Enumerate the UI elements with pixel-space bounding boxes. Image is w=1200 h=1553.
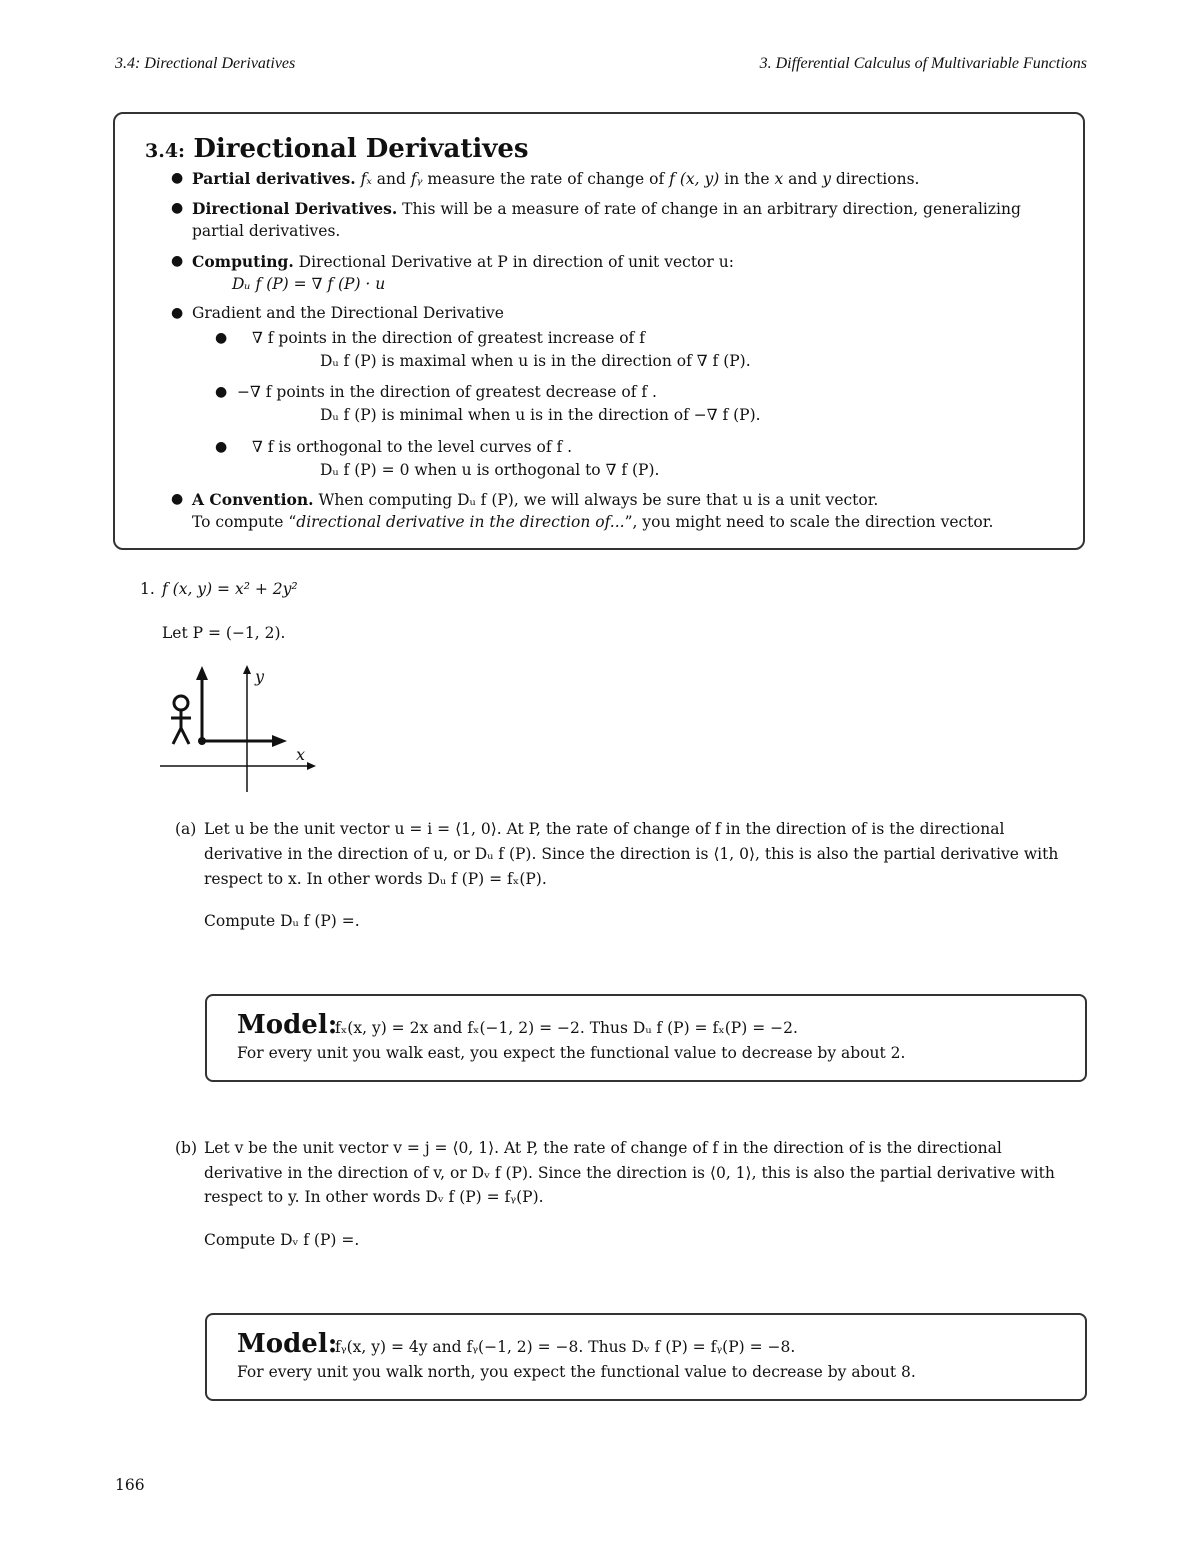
gradient-sub3: ∇ f is orthogonal to the level curves of f . bbox=[252, 438, 573, 456]
bullet-icon: ● bbox=[171, 491, 184, 507]
coordinate-figure bbox=[150, 660, 330, 800]
y-axis-label: y bbox=[255, 667, 265, 686]
page-number: 166 bbox=[115, 1476, 145, 1494]
problem-let-point: Let P = (−1, 2). bbox=[162, 624, 286, 642]
directional-text-cont: partial derivatives. bbox=[192, 222, 341, 240]
x-axis-arrowhead bbox=[307, 762, 316, 770]
section-number: 3.4: bbox=[145, 140, 186, 162]
model-a-title: Model: bbox=[237, 1010, 338, 1040]
partial-and2: and bbox=[788, 170, 818, 188]
convention-text2-pre: To compute “ bbox=[192, 513, 297, 531]
y-axis-arrowhead bbox=[243, 665, 251, 674]
bullet-icon: ● bbox=[215, 384, 228, 400]
directional-derivatives-item bbox=[192, 201, 1021, 218]
partial-x: x bbox=[774, 170, 784, 188]
stick-figure-icon bbox=[171, 696, 191, 744]
partial-text2: in the bbox=[724, 170, 770, 188]
convention-text: When computing Dᵤ f (P), we will always be sure that u is a unit vector. bbox=[318, 491, 879, 509]
part-a-compute: Compute Dᵤ f (P) =. bbox=[204, 912, 360, 930]
vector-i-arrowhead bbox=[272, 735, 287, 747]
header-right: 3. Differential Calculus of Multivariable Functions bbox=[759, 55, 1087, 72]
part-b-label: (b) bbox=[175, 1139, 198, 1157]
model-box-a bbox=[205, 994, 1087, 1082]
part-b-line1: Let v be the unit vector v = j = ⟨0, 1⟩. At P, the rate of change of f in the direction of is the directional bbox=[204, 1139, 1002, 1157]
header-left: 3.4: Directional Derivatives bbox=[115, 55, 296, 72]
computing-text: Directional Derivative at P in direction of unit vector u: bbox=[298, 253, 734, 271]
gradient-sub3-detail: Dᵤ f (P) = 0 when u is orthogonal to ∇ f (P). bbox=[320, 461, 660, 479]
partial-fxy: f (x, y) bbox=[669, 170, 720, 188]
partial-text1: measure the rate of change of bbox=[427, 170, 665, 188]
model-a-line2: For every unit you walk east, you expect the functional value to decrease by about 2. bbox=[237, 1044, 906, 1062]
problem-number: 1. bbox=[140, 580, 155, 598]
part-a-label: (a) bbox=[175, 820, 197, 838]
summary-box bbox=[113, 112, 1085, 550]
computing-formula: Dᵤ f (P) = ∇ f (P) · u bbox=[232, 275, 386, 293]
model-box-b bbox=[205, 1313, 1087, 1401]
bullet-icon: ● bbox=[171, 305, 184, 321]
bullet-icon: ● bbox=[171, 200, 184, 216]
directional-label: Directional Derivatives. bbox=[192, 199, 398, 218]
vector-j-arrowhead bbox=[196, 666, 208, 680]
computing-label: Computing. bbox=[192, 252, 294, 271]
model-a-line1: fₓ(x, y) = 2x and fₓ(−1, 2) = −2. Thus Dᵤ f (P) = fₓ(P) = −2. bbox=[335, 1019, 798, 1037]
partial-text3: directions. bbox=[835, 170, 920, 188]
convention-text2-italic: directional derivative in the direction of... bbox=[296, 513, 625, 531]
part-a-line2: derivative in the direction of u, or Dᵤ f (P). Since the direction is ⟨1, 0⟩, this is also the partial derivative with bbox=[204, 845, 1059, 863]
part-b-line3: respect to y. In other words Dᵥ f (P) = fᵧ(P). bbox=[204, 1188, 544, 1206]
gradient-label: Gradient and the Directional Derivative bbox=[192, 304, 504, 322]
model-b-line1: fᵧ(x, y) = 4y and fᵧ(−1, 2) = −8. Thus Dᵥ f (P) = fᵧ(P) = −8. bbox=[335, 1338, 796, 1356]
gradient-sub1-detail: Dᵤ f (P) is maximal when u is in the direction of ∇ f (P). bbox=[320, 352, 751, 370]
convention-label: A Convention. bbox=[192, 490, 314, 509]
bullet-icon: ● bbox=[171, 253, 184, 269]
bullet-icon: ● bbox=[215, 330, 228, 346]
partial-and: and bbox=[376, 170, 406, 188]
bullet-icon: ● bbox=[215, 439, 228, 455]
convention-text2 bbox=[192, 515, 993, 531]
gradient-sub2: −∇ f points in the direction of greatest decrease of f . bbox=[237, 383, 657, 401]
point-p bbox=[198, 737, 206, 745]
partial-label: Partial derivatives. bbox=[192, 169, 356, 188]
problem-function: f (x, y) = x² + 2y² bbox=[162, 580, 298, 598]
part-b-compute: Compute Dᵥ f (P) =. bbox=[204, 1231, 360, 1249]
part-b-line2: derivative in the direction of v, or Dᵥ f (P). Since the direction is ⟨0, 1⟩, this is also the partial derivative with bbox=[204, 1164, 1055, 1182]
gradient-sub2-detail: Dᵤ f (P) is minimal when u is in the direction of −∇ f (P). bbox=[320, 406, 761, 424]
convention-item bbox=[192, 492, 878, 509]
gradient-sub1: ∇ f points in the direction of greatest increase of f bbox=[252, 329, 645, 347]
x-axis-label: x bbox=[296, 745, 306, 764]
bullet-icon: ● bbox=[171, 170, 184, 186]
partial-derivatives-item bbox=[192, 171, 919, 188]
section-title bbox=[145, 134, 529, 164]
section-title-text: Directional Derivatives bbox=[193, 134, 529, 164]
part-a-line3: respect to x. In other words Dᵤ f (P) = fₓ(P). bbox=[204, 870, 547, 888]
partial-fx: fₓ bbox=[360, 170, 372, 188]
computing-item bbox=[192, 254, 734, 271]
model-b-title: Model: bbox=[237, 1329, 338, 1359]
model-b-line2: For every unit you walk north, you expect the functional value to decrease by about 8. bbox=[237, 1363, 916, 1381]
convention-text2-post: ”, you might need to scale the direction vector. bbox=[624, 513, 994, 531]
partial-fy: fᵧ bbox=[410, 170, 423, 188]
partial-y: y bbox=[822, 170, 831, 188]
part-a-line1: Let u be the unit vector u = i = ⟨1, 0⟩. At P, the rate of change of f in the direction of is the directional bbox=[204, 820, 1005, 838]
directional-text: This will be a measure of rate of change in an arbitrary direction, generalizing bbox=[402, 200, 1021, 218]
